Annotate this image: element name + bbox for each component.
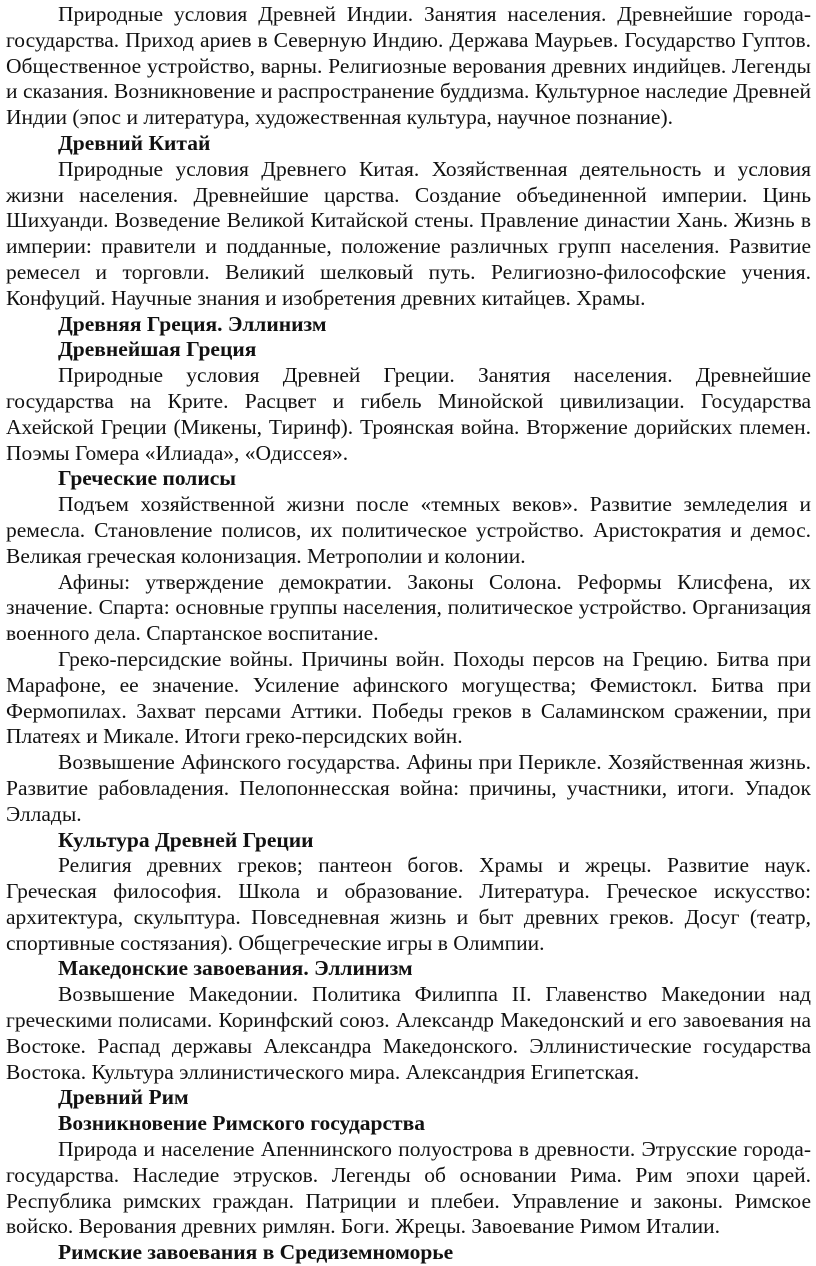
paragraph-greek-culture: Религия древних греков; пантеон богов. Храмы и жрецы. Развитие наук. Греческая философия. Школа и образование. Литература. Греческое искусство: архитектура, скульптура. Повседневная жизнь и быт древних греков. Досуг (театр, спортивные состязания). Общегреческие игры в Олимпии. xyxy=(6,853,811,955)
paragraph-athens-sparta: Афины: утверждение демократии. Законы Солона. Реформы Клисфена, их значение. Спарта: основные группы населения, политическое устройство. Организация военного дела. Спартанское воспитание. xyxy=(6,569,811,646)
heading-ancient-rome: Древний Рим xyxy=(58,1085,189,1110)
heading-macedonian-conquests: Македонские завоевания. Эллинизм xyxy=(58,956,413,981)
paragraph-india: Природные условия Древней Индии. Занятия населения. Древнейшие города-государства. Приход ариев в Северную Индию. Держава Маурьев. Государство Гуптов. Общественное устройство, варны. Религиозные верования древних индийцев. Легенды и сказания. Возникновение и распространение буддизма. Культурное наследие Древней Индии (эпос и литература, художественная культура, научное познание). xyxy=(6,2,811,130)
paragraph-macedonia: Возвышение Македонии. Политика Филиппа II. Главенство Македонии над греческими полисами. Коринфский союз. Александр Македонский и его завоевания на Востоке. Распад державы Александра Македонского. Эллинистические государства Востока. Культура эллинистического мира. Александрия Египетская. xyxy=(6,982,811,1084)
heading-greek-poleis: Греческие полисы xyxy=(58,466,237,491)
heading-ancient-greece-hellenism: Древняя Греция. Эллинизм xyxy=(58,311,327,336)
heading-roman-state-origin: Возникновение Римского государства xyxy=(58,1111,425,1136)
paragraph-greco-persian-wars: Греко-персидские войны. Причины войн. Походы персов на Грецию. Битва при Марафоне, ее значение. Усиление афинского могущества; Фемистокл. Битва при Фермопилах. Захват персами Аттики. Победы греков в Саламинском сражении, при Платеях и Микале. Итоги греко-персидских войн. xyxy=(6,646,811,749)
paragraph-poleis-rise: Подъем хозяйственной жизни после «темных веков». Развитие земледелия и ремесла. Становление полисов, их политическое устройство. Аристократия и демос. Великая греческая колонизация. Метрополии и колонии. xyxy=(6,492,811,568)
paragraph-roman-state: Природа и население Апеннинского полуострова в древности. Этрусские города-государства. Наследие этрусков. Легенды об основании Рима. Рим эпохи царей. Республика римских граждан. Патриции и плебеи. Управление и законы. Римское войско. Верования древних римлян. Боги. Жрецы. Завоевание Римом Италии. xyxy=(6,1137,811,1239)
paragraph-earliest-greece: Природные условия Древней Греции. Занятия населения. Древнейшие государства на Крите. Расцвет и гибель Минойской цивилизации. Государства Ахейской Греции (Микены, Тиринф). Троянская война. Вторжение дорийских племен. Поэмы Гомера «Илиада», «Одиссея». xyxy=(6,363,811,465)
heading-roman-conquests: Римские завоевания в Средиземноморье xyxy=(58,1240,454,1265)
heading-earliest-greece: Древнейшая Греция xyxy=(58,337,257,362)
paragraph-china: Природные условия Древнего Китая. Хозяйственная деятельность и условия жизни населения. Древнейшие царства. Создание объединенной империи. Цинь Шихуанди. Возведение Великой Китайской стены. Правление династии Хань. Жизнь в империи: правители и подданные, положение различных групп населения. Развитие ремесел и торговли. Великий шелковый путь. Религиозно-философские учения. Конфуций. Научные знания и изобретения древних китайцев. Храмы. xyxy=(6,156,811,310)
heading-ancient-china: Древний Китай xyxy=(58,130,211,155)
paragraph-athenian-state: Возвышение Афинского государства. Афины при Перикле. Хозяйственная жизнь. Развитие рабовладения. Пелопоннесская война: причины, участники, итоги. Упадок Эллады. xyxy=(6,750,811,826)
heading-greek-culture: Культура Древней Греции xyxy=(58,827,314,852)
